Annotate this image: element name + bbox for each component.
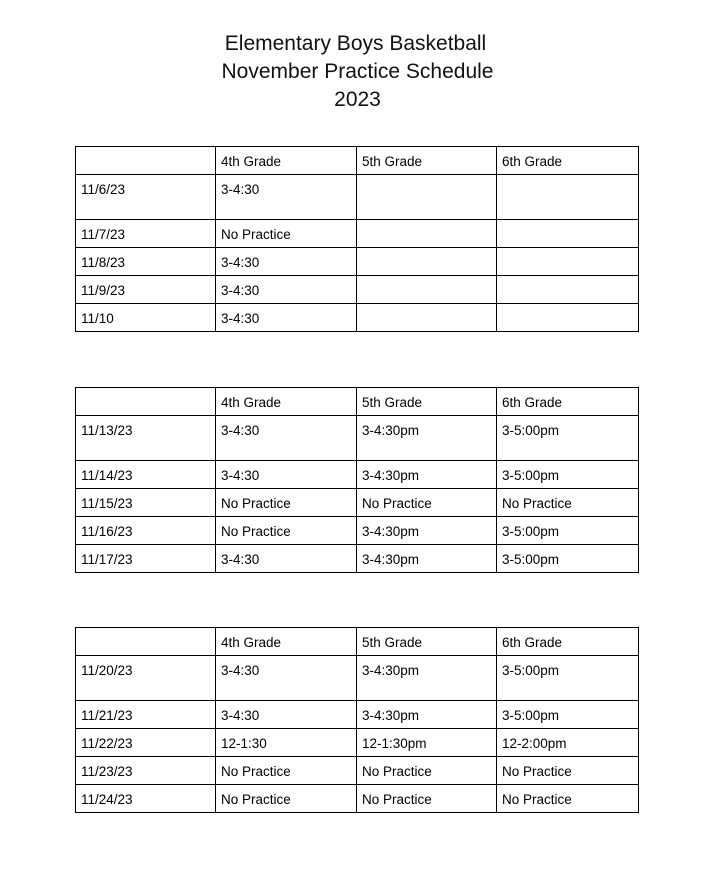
table-row xyxy=(76,757,639,785)
grade-5-cell xyxy=(357,175,497,220)
grade-5-cell: 3-4:30pm xyxy=(357,517,497,545)
schedule-table-week-1 xyxy=(75,146,639,332)
grade-6-cell xyxy=(497,175,639,220)
table-row xyxy=(76,656,639,701)
table-row xyxy=(76,248,639,276)
header-cell-date xyxy=(76,388,216,416)
grade-6-cell xyxy=(497,276,639,304)
date-cell: 11/17/23 xyxy=(76,545,216,573)
table-header-row xyxy=(76,388,639,416)
grade-6-cell: 3-5:00pm xyxy=(497,545,639,573)
grade-5-cell: 3-4:30pm xyxy=(357,545,497,573)
header-cell-6th-grade: 6th Grade xyxy=(497,147,639,175)
grade-6-cell xyxy=(497,220,639,248)
date-cell: 11/22/23 xyxy=(76,729,216,757)
table-row xyxy=(76,461,639,489)
grade-4-cell: 3-4:30 xyxy=(216,461,357,489)
date-cell: 11/16/23 xyxy=(76,517,216,545)
grade-4-cell: No Practice xyxy=(216,220,357,248)
table-header-row xyxy=(76,628,639,656)
table-row xyxy=(76,220,639,248)
grade-4-cell: 12-1:30 xyxy=(216,729,357,757)
date-cell: 11/21/23 xyxy=(76,701,216,729)
date-cell: 11/20/23 xyxy=(76,656,216,701)
table-row xyxy=(76,701,639,729)
date-cell: 11/8/23 xyxy=(76,248,216,276)
table-row xyxy=(76,545,639,573)
grade-4-cell: No Practice xyxy=(216,757,357,785)
date-cell: 11/6/23 xyxy=(76,175,216,220)
grade-5-cell: 3-4:30pm xyxy=(357,656,497,701)
grade-4-cell: 3-4:30 xyxy=(216,545,357,573)
date-cell: 11/10 xyxy=(76,304,216,332)
grade-5-cell: 3-4:30pm xyxy=(357,701,497,729)
header-cell-6th-grade: 6th Grade xyxy=(497,628,639,656)
grade-6-cell: 12-2:00pm xyxy=(497,729,639,757)
grade-4-cell: No Practice xyxy=(216,785,357,813)
header-cell-4th-grade: 4th Grade xyxy=(216,628,357,656)
grade-4-cell: 3-4:30 xyxy=(216,701,357,729)
grade-5-cell xyxy=(357,304,497,332)
grade-5-cell: No Practice xyxy=(357,757,497,785)
header-cell-5th-grade: 5th Grade xyxy=(357,147,497,175)
header-cell-5th-grade: 5th Grade xyxy=(357,628,497,656)
grade-6-cell xyxy=(497,304,639,332)
date-cell: 11/14/23 xyxy=(76,461,216,489)
table-row xyxy=(76,304,639,332)
grade-6-cell xyxy=(497,248,639,276)
grade-5-cell: No Practice xyxy=(357,785,497,813)
grade-5-cell xyxy=(357,220,497,248)
grade-4-cell: No Practice xyxy=(216,517,357,545)
date-cell: 11/13/23 xyxy=(76,416,216,461)
date-cell: 11/23/23 xyxy=(76,757,216,785)
grade-5-cell: 3-4:30pm xyxy=(357,461,497,489)
grade-5-cell xyxy=(357,276,497,304)
grade-5-cell: No Practice xyxy=(357,489,497,517)
title-line-3: 2023 xyxy=(334,88,381,111)
table-row xyxy=(76,175,639,220)
table-row xyxy=(76,785,639,813)
date-cell: 11/9/23 xyxy=(76,276,216,304)
grade-6-cell: 3-5:00pm xyxy=(497,701,639,729)
table-row xyxy=(76,729,639,757)
grade-5-cell xyxy=(357,248,497,276)
table-row xyxy=(76,276,639,304)
grade-4-cell: 3-4:30 xyxy=(216,656,357,701)
grade-4-cell: 3-4:30 xyxy=(216,248,357,276)
table-row xyxy=(76,416,639,461)
grade-6-cell: No Practice xyxy=(497,757,639,785)
schedule-table-week-2 xyxy=(75,387,639,573)
grade-5-cell: 12-1:30pm xyxy=(357,729,497,757)
header-cell-date xyxy=(76,147,216,175)
grade-6-cell: 3-5:00pm xyxy=(497,416,639,461)
grade-6-cell: No Practice xyxy=(497,785,639,813)
header-cell-5th-grade: 5th Grade xyxy=(357,388,497,416)
title-line-1: Elementary Boys Basketball xyxy=(224,32,487,55)
table-row xyxy=(76,489,639,517)
grade-4-cell: 3-4:30 xyxy=(216,175,357,220)
grade-6-cell: No Practice xyxy=(497,489,639,517)
grade-5-cell: 3-4:30pm xyxy=(357,416,497,461)
grade-4-cell: 3-4:30 xyxy=(216,304,357,332)
header-cell-6th-grade: 6th Grade xyxy=(497,388,639,416)
grade-4-cell: 3-4:30 xyxy=(216,276,357,304)
table-row xyxy=(76,517,639,545)
grade-4-cell: 3-4:30 xyxy=(216,416,357,461)
header-cell-4th-grade: 4th Grade xyxy=(216,388,357,416)
date-cell: 11/15/23 xyxy=(76,489,216,517)
grade-4-cell: No Practice xyxy=(216,489,357,517)
table-header-row xyxy=(76,147,639,175)
title-line-2: November Practice Schedule xyxy=(221,60,494,83)
schedule-table-week-3 xyxy=(75,627,639,813)
date-cell: 11/24/23 xyxy=(76,785,216,813)
header-cell-4th-grade: 4th Grade xyxy=(216,147,357,175)
grade-6-cell: 3-5:00pm xyxy=(497,461,639,489)
grade-6-cell: 3-5:00pm xyxy=(497,517,639,545)
date-cell: 11/7/23 xyxy=(76,220,216,248)
document-title xyxy=(0,30,715,114)
header-cell-date xyxy=(76,628,216,656)
grade-6-cell: 3-5:00pm xyxy=(497,656,639,701)
